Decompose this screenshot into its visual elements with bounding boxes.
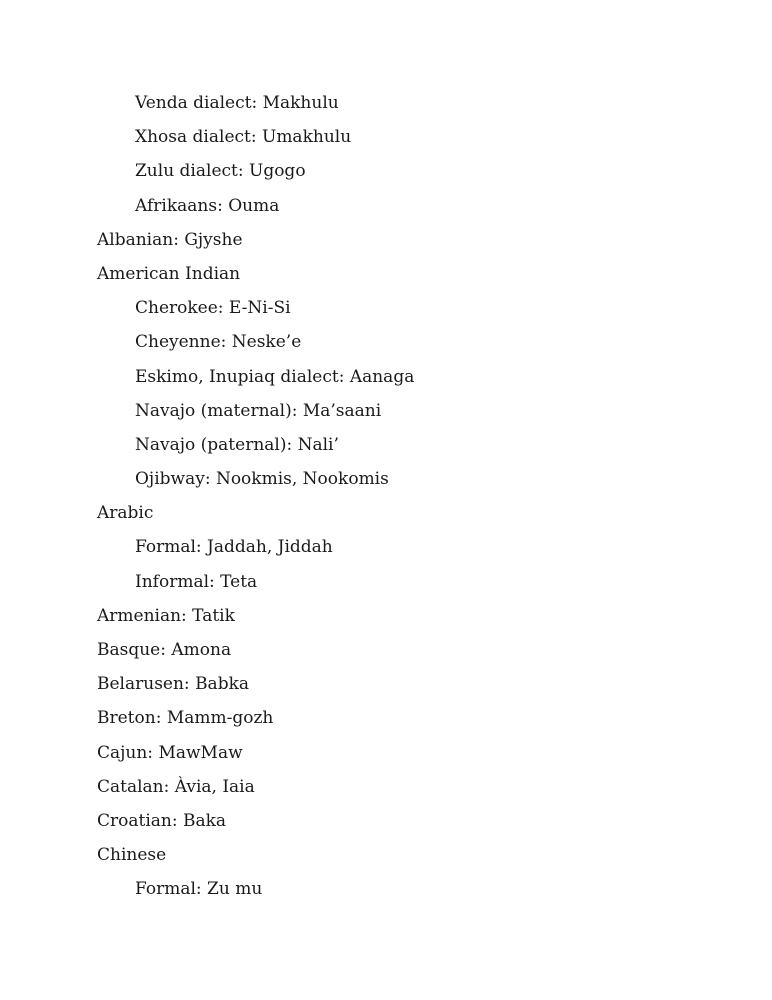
list-item: Catalan: Àvia, Iaia [97,776,255,797]
list-item: Cherokee: E-Ni-Si [135,298,291,319]
list-item: Xhosa dialect: Umakhulu [135,127,352,148]
list-item: Ojibway: Nookmis, Nookomis [135,469,389,490]
list-item: American Indian [97,263,241,284]
list-item: Croatian: Baka [97,810,227,831]
list-item: Navajo (paternal): Nali’ [135,434,339,455]
list-item: Zulu dialect: Ugogo [135,161,306,182]
list-item: Afrikaans: Ouma [135,195,280,216]
list-item: Eskimo, Inupiaq dialect: Aanaga [135,366,415,387]
list-item: Albanian: Gjyshe [97,229,243,250]
list-item: Cajun: MawMaw [97,742,243,763]
list-item: Informal: Teta [135,571,258,592]
list-item: Breton: Mamm-gozh [97,708,274,729]
list-item: Basque: Amona [97,640,232,660]
list-item: Venda dialect: Makhulu [135,93,339,113]
grandmother-terms-list [97,89,414,910]
list-item: Formal: Zu mu [135,879,263,900]
list-item: Arabic [97,503,154,524]
list-item: Chinese [97,845,167,866]
list-item: Cheyenne: Neske’e [135,332,302,353]
list-item: Armenian: Tatik [97,605,235,626]
list-item: Formal: Jaddah, Jiddah [135,537,333,558]
list-item: Navajo (maternal): Ma’saani [135,400,382,421]
list-item: Belarusen: Babka [97,674,250,695]
